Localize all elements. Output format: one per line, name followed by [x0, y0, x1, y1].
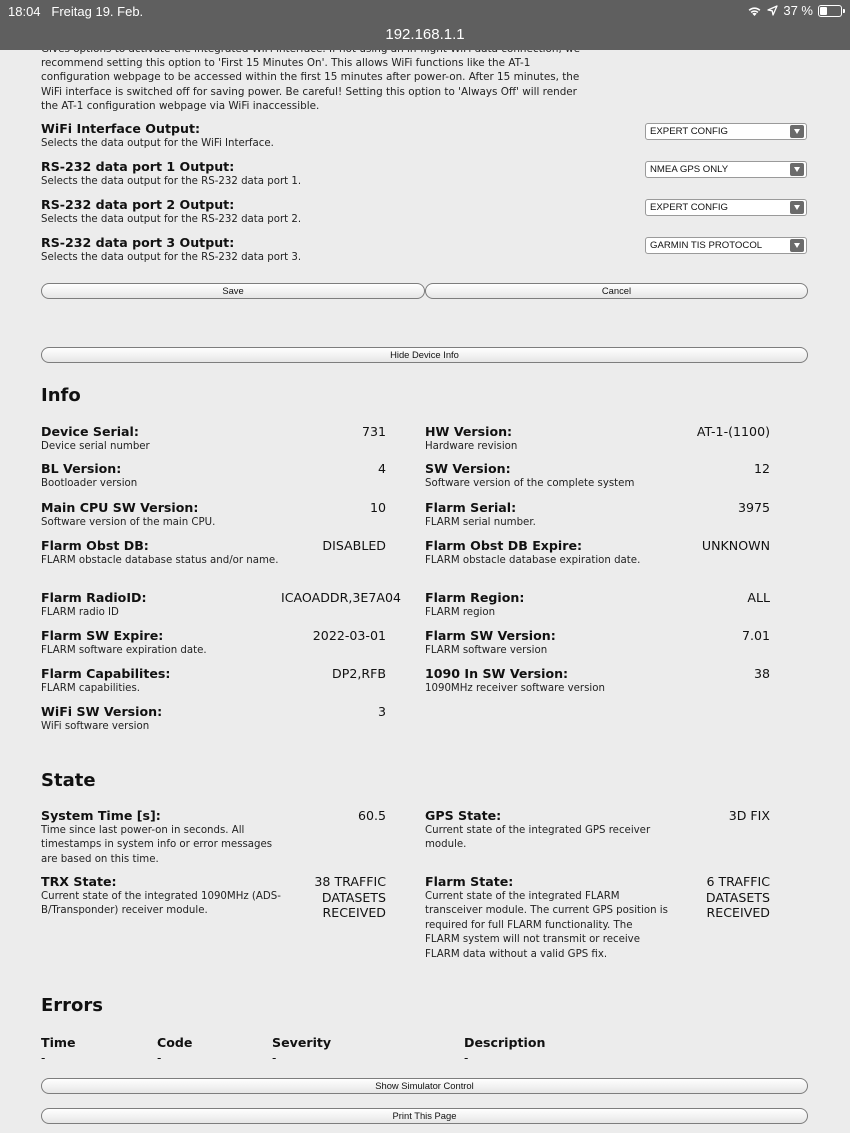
status-indicators: [747, 3, 842, 18]
info-label: HW Version:: [425, 424, 513, 439]
info-flarm-sw-version: [425, 628, 770, 658]
show-simulator-control-button[interactable]: Show Simulator Control: [41, 1078, 808, 1094]
config-label: WiFi Interface Output:: [41, 121, 201, 136]
errors-cell-description: -: [464, 1051, 469, 1065]
state-value: 60.5: [357, 808, 386, 823]
chevron-down-icon: [790, 125, 804, 138]
status-clock: 18:04: [8, 4, 41, 19]
info-value: 7.01: [741, 628, 770, 643]
info-label: Flarm Region:: [425, 590, 525, 605]
info-value: 3: [377, 704, 386, 719]
info-desc: FLARM serial number.: [425, 517, 536, 528]
state-heading: State: [41, 770, 96, 791]
state-label: TRX State:: [41, 874, 117, 889]
config-row-rs232-port1: [41, 159, 811, 193]
info-label: WiFi SW Version:: [41, 704, 163, 719]
info-desc: FLARM software expiration date.: [41, 645, 207, 656]
chevron-down-icon: [790, 201, 804, 214]
config-label: RS-232 data port 3 Output:: [41, 235, 235, 250]
config-label: RS-232 data port 2 Output:: [41, 197, 235, 212]
info-flarm-region: [425, 590, 770, 620]
info-sw-version: [425, 461, 770, 491]
info-1090-in-sw-version: [425, 666, 770, 696]
select-value: NMEA GPS ONLY: [650, 164, 729, 175]
rs232-port2-select[interactable]: [645, 199, 807, 216]
info-desc: Device serial number: [41, 441, 150, 452]
info-desc: Software version of the main CPU.: [41, 517, 216, 528]
info-label: Flarm Serial:: [425, 500, 517, 515]
status-date: Freitag 19. Feb.: [51, 4, 144, 19]
errors-col-description: Description: [464, 1035, 546, 1050]
state-gps: [425, 808, 770, 853]
info-wifi-sw-version: [41, 704, 386, 734]
rs232-port3-select[interactable]: [645, 237, 807, 254]
battery-icon: [818, 5, 842, 17]
state-system-time: [41, 808, 386, 867]
info-desc: Hardware revision: [425, 441, 518, 452]
location-arrow-icon: [767, 5, 778, 16]
errors-col-code: Code: [157, 1035, 193, 1050]
errors-cell-severity: -: [272, 1051, 277, 1065]
info-desc: 1090MHz receiver software version: [425, 683, 605, 694]
info-value: 2022-03-01: [312, 628, 386, 643]
chevron-down-icon: [790, 163, 804, 176]
state-flarm: [425, 874, 770, 962]
state-value: 38 TRAFFIC DATASETS RECEIVED: [314, 874, 386, 921]
info-label: SW Version:: [425, 461, 511, 476]
info-hw-version: [425, 424, 770, 454]
info-label: BL Version:: [41, 461, 122, 476]
info-flarm-sw-expire: [41, 628, 386, 658]
info-label: Device Serial:: [41, 424, 139, 439]
info-flarm-serial: [425, 500, 770, 530]
info-flarm-capabilities: [41, 666, 386, 696]
state-label: System Time [s]:: [41, 808, 161, 823]
config-desc: Selects the data output for the RS-232 data port 2.: [41, 214, 302, 225]
info-desc: FLARM software version: [425, 645, 548, 656]
state-value: 3D FIX: [728, 808, 770, 823]
info-value: UNKNOWN: [701, 538, 770, 553]
status-time: [8, 4, 143, 19]
info-value: 12: [753, 461, 770, 476]
info-label: Flarm SW Version:: [425, 628, 556, 643]
info-label: Main CPU SW Version:: [41, 500, 199, 515]
info-value: ICAOADDR,3E7A04: [281, 590, 401, 605]
state-desc: Current state of the integrated 1090MHz (ADS-B/Transponder) receiver module.: [41, 891, 281, 917]
config-row-rs232-port3: [41, 235, 811, 269]
rs232-port1-select[interactable]: [645, 161, 807, 178]
info-desc: Software version of the complete system: [425, 478, 635, 489]
info-value: ALL: [747, 590, 770, 605]
info-value: 10: [369, 500, 386, 515]
save-button[interactable]: Save: [41, 283, 425, 299]
config-row-wifi-output: [41, 121, 811, 155]
info-flarm-obst-db: [41, 538, 386, 568]
select-value: GARMIN TIS PROTOCOL: [650, 240, 763, 251]
info-label: Flarm RadioID:: [41, 590, 147, 605]
info-value: 4: [377, 461, 386, 476]
select-value: EXPERT CONFIG: [650, 126, 729, 137]
errors-col-time: Time: [41, 1035, 76, 1050]
state-desc: Current state of the integrated FLARM transceiver module. The current GPS position is required for full FLARM functionality. The FLARM system will not transmit or receive FLARM data without a valid GPS fix.: [425, 891, 668, 960]
errors-cell-time: -: [41, 1051, 46, 1065]
battery-percent: 37 %: [783, 3, 813, 18]
state-desc: Current state of the integrated GPS receiver module.: [425, 825, 651, 851]
wifi-icon: [747, 5, 762, 17]
info-label: 1090 In SW Version:: [425, 666, 569, 681]
info-desc: FLARM obstacle database status and/or name.: [41, 555, 279, 566]
info-label: Flarm Obst DB:: [41, 538, 149, 553]
address-bar-url[interactable]: 192.168.1.1: [385, 26, 465, 43]
info-value: 731: [361, 424, 386, 439]
info-bl-version: [41, 461, 386, 491]
wifi-option-description: recommend setting this option to 'First 15 Minutes On'. This allows WiFi functions like the AT-1 configuration webpage to be accessed within the first 15 minutes after power-on. After 15 minutes, the WiFi interface is switched off for saving power. Be careful! Setting this option to 'Always Off' will render the AT-1 configuration webpage via WiFi inaccessible.: [41, 57, 580, 112]
info-desc: FLARM capabilities.: [41, 683, 140, 694]
config-desc: Selects the data output for the RS-232 data port 1.: [41, 176, 302, 187]
info-desc: Bootloader version: [41, 478, 138, 489]
info-device-serial: [41, 424, 386, 454]
select-value: EXPERT CONFIG: [650, 202, 729, 213]
state-trx: [41, 874, 386, 919]
state-desc: Time since last power-on in seconds. All timestamps in system info or error messages are based on this time.: [41, 825, 273, 865]
cancel-button[interactable]: Cancel: [425, 283, 808, 299]
state-label: GPS State:: [425, 808, 502, 823]
info-value: DISABLED: [322, 538, 386, 553]
info-value: AT-1-(1100): [696, 424, 770, 439]
browser-top-bar: [0, 0, 850, 50]
print-page-button[interactable]: Print This Page: [41, 1108, 808, 1124]
errors-col-severity: Severity: [272, 1035, 332, 1050]
config-desc: Selects the data output for the RS-232 data port 3.: [41, 252, 302, 263]
state-value: 6 TRAFFIC DATASETS RECEIVED: [705, 874, 770, 921]
info-desc: FLARM radio ID: [41, 607, 119, 618]
wifi-output-select[interactable]: [645, 123, 807, 140]
battery-fill: [820, 7, 827, 15]
info-flarm-obst-db-expire: [425, 538, 770, 568]
chevron-down-icon: [790, 239, 804, 252]
info-desc: WiFi software version: [41, 721, 150, 732]
info-flarm-radio-id: [41, 590, 401, 620]
info-label: Flarm Obst DB Expire:: [425, 538, 583, 553]
errors-cell-code: -: [157, 1051, 162, 1065]
info-value: 38: [753, 666, 770, 681]
info-value: 3975: [737, 500, 770, 515]
errors-heading: Errors: [41, 995, 104, 1016]
info-label: Flarm Capabilites:: [41, 666, 171, 681]
config-desc: Selects the data output for the WiFi Interface.: [41, 138, 274, 149]
config-label: RS-232 data port 1 Output:: [41, 159, 235, 174]
state-label: Flarm State:: [425, 874, 514, 889]
info-main-cpu-sw-version: [41, 500, 386, 530]
info-desc: FLARM obstacle database expiration date.: [425, 555, 641, 566]
config-row-rs232-port2: [41, 197, 811, 231]
info-desc: FLARM region: [425, 607, 496, 618]
info-value: DP2,RFB: [332, 666, 386, 681]
info-heading: Info: [41, 385, 81, 406]
info-label: Flarm SW Expire:: [41, 628, 164, 643]
hide-device-info-button[interactable]: Hide Device Info: [41, 347, 808, 363]
